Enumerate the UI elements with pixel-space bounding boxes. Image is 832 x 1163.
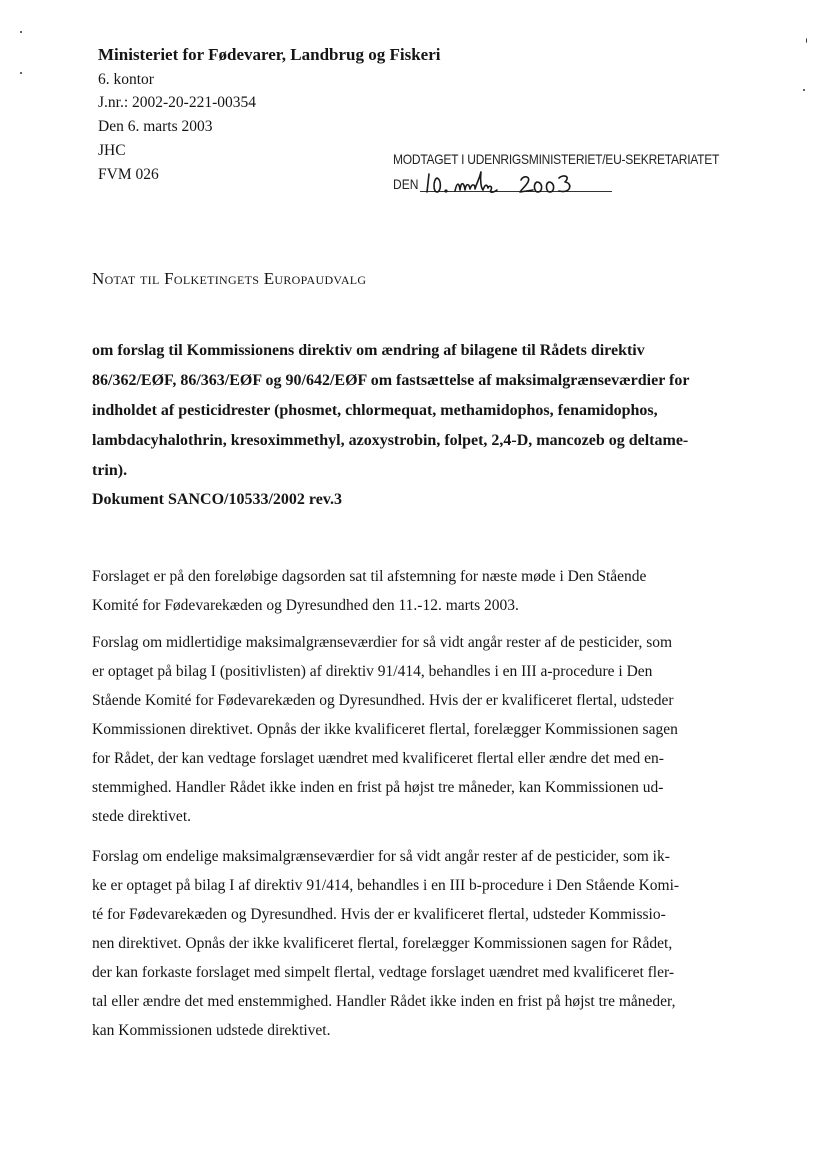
paragraph-line: nen direktivet. Opnås der ikke kvalificeret flertal, forelægger Kommissionen sagen for Rådet,	[92, 935, 673, 952]
paragraph-line: Forslag om endelige maksimalgrænseværdier for så vidt angår rester af de pesticider, som ik-	[92, 848, 670, 865]
ministry-name: Ministeriet for Fødevarer, Landbrug og Fiskeri	[98, 45, 441, 64]
paragraph-line: der kan forkaste forslaget med simpelt flertal, vedtage forslaget uændret med kvalificeret fler-	[92, 964, 674, 981]
paragraph-line: kan Kommissionen udstede direktivet.	[92, 1022, 331, 1039]
body-paragraph	[92, 628, 732, 831]
reference-code: FVM 026	[98, 166, 159, 183]
document-reference: Dokument SANCO/10533/2002 rev.3	[92, 491, 342, 508]
subject-line: 86/362/EØF, 86/363/EØF og 90/642/EØF om fastsættelse af maksimalgrænseværdier for	[92, 372, 690, 389]
subject-line: indholdet af pesticidrester (phosmet, chlormequat, methamidophos, fenamidophos,	[92, 402, 658, 419]
paragraph-line: Forslag om midlertidige maksimalgrænseværdier for så vidt angår rester af de pesticider, som	[92, 634, 673, 651]
paragraph-line: Stående Komité for Fødevarekæden og Dyresundhed. Hvis der er kvalificeret flertal, udsteder	[92, 692, 674, 709]
body-paragraph	[92, 842, 732, 1045]
received-stamp-den-label: DEN	[393, 176, 419, 192]
body-paragraph	[92, 562, 732, 620]
paragraph-line: for Rådet, der kan vedtage forslaget uændret med kvalificeret flertal eller ændre det med en-	[92, 750, 664, 767]
paragraph-line: Kommissionen direktivet. Opnås der ikke kvalificeret flertal, forelægger Kommissionen sagen	[92, 721, 678, 738]
received-stamp-text: MODTAGET I UDENRIGSMINISTERIET/EU-SEKRETARIATET	[393, 151, 720, 167]
journal-number: J.nr.: 2002-20-221-00354	[98, 94, 257, 111]
office-line: 6. kontor	[98, 71, 154, 88]
scan-speck	[20, 31, 22, 33]
document-date: Den 6. marts 2003	[98, 118, 213, 135]
subject-line: om forslag til Kommissionens direktiv om ændring af bilagene til Rådets direktiv	[92, 342, 645, 359]
paragraph-line: er optaget på bilag I (positivlisten) af direktiv 91/414, behandles i en III a-procedure i Den	[92, 663, 653, 680]
paragraph-line: ke er optaget på bilag I af direktiv 91/414, behandles i en III b-procedure i Den Stående Komi-	[92, 877, 680, 894]
paragraph-line: Forslaget er på den foreløbige dagsorden sat til afstemning for næste møde i Den Stående	[92, 568, 647, 585]
scan-speck	[20, 72, 22, 74]
subject-line: lambdacyhalothrin, kresoximmethyl, azoxystrobin, folpet, 2,4-D, mancozeb og deltame-	[92, 432, 689, 449]
scan-speck	[806, 38, 807, 43]
paragraph-line: tal eller ændre det med enstemmighed. Handler Rådet ikke inden en frist på højst tre måneder,	[92, 993, 676, 1010]
scan-speck	[803, 89, 805, 91]
paragraph-line: Komité for Fødevarekæden og Dyresundhed den 11.-12. marts 2003.	[92, 597, 519, 614]
paragraph-line: stede direktivet.	[92, 808, 191, 825]
subject-block	[92, 336, 732, 486]
subject-line: trin).	[92, 462, 128, 479]
paragraph-line: té for Fødevarekæden og Dyresundhed. Hvis der er kvalificeret flertal, udsteder Kommissio-	[92, 906, 666, 923]
paragraph-line: stemmighed. Handler Rådet ikke inden en frist på højst tre måneder, kan Kommissionen ud-	[92, 779, 664, 796]
handwritten-date	[425, 166, 595, 196]
author-initials: JHC	[98, 142, 126, 159]
notat-title: Notat til Folketingets Europaudvalg	[92, 269, 367, 288]
